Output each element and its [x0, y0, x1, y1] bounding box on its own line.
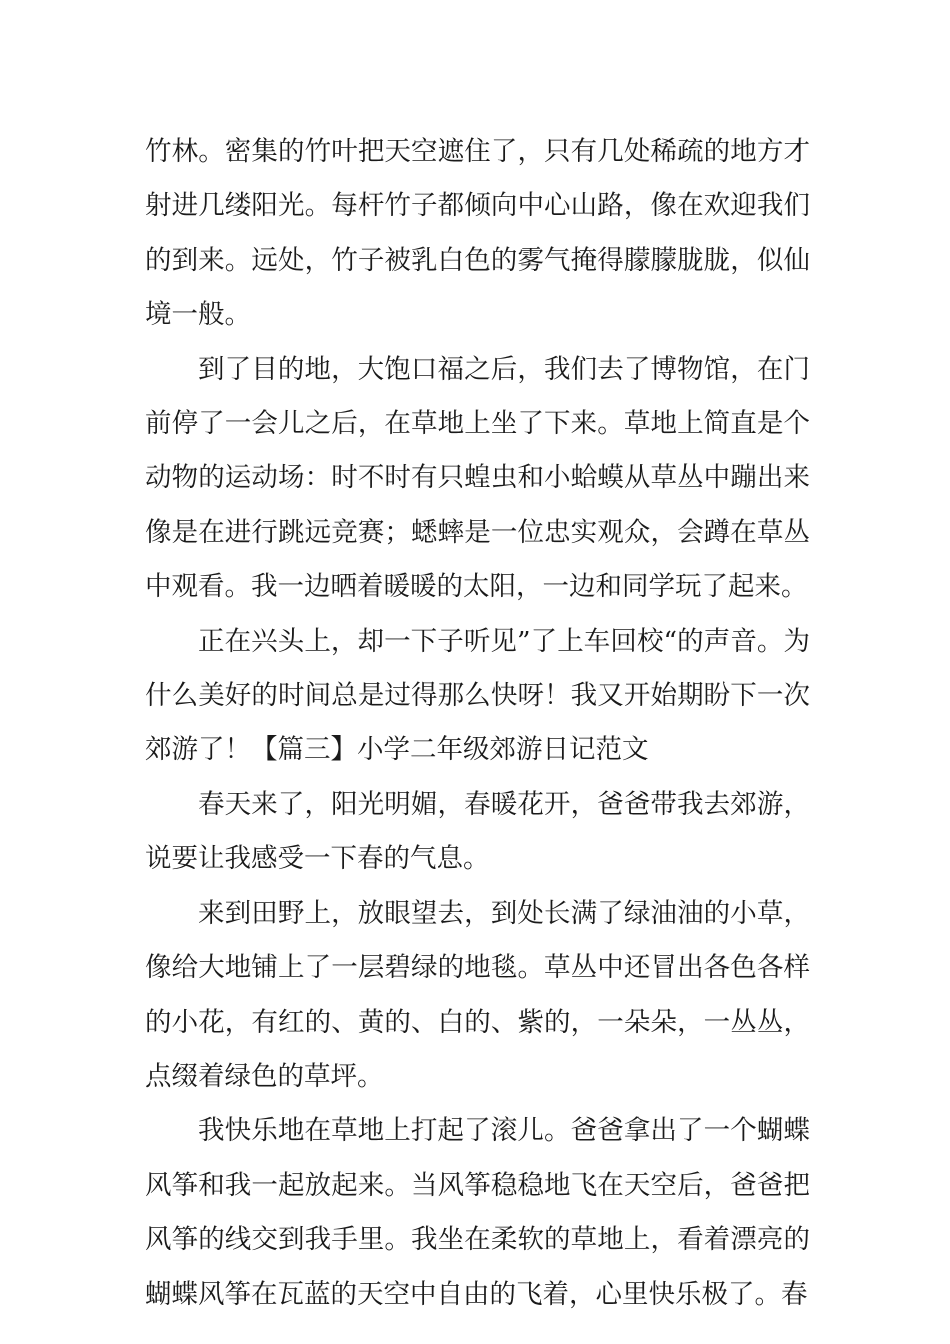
paragraph-return: 正在兴头上，却一下子听见”了上车回校“的声音。为什么美好的时间总是过得那么快呀！我又开始期盼下一次郊游了！【篇三】小学二年级郊游日记范文	[145, 625, 810, 766]
paragraph-kite: 我快乐地在草地上打起了滚儿。爸爸拿出了一个蝴蝶风筝和我一起放起来。当风筝稳稳地飞在天空后，爸爸把风筝的线交到我手里。我坐在柔软的草地上，看着漂亮的蝴蝶风筝在瓦蓝的天空中自由的飞着，心里快乐极了。春	[145, 1115, 810, 1310]
paragraph-destination: 到了目的地，大饱口福之后，我们去了博物馆，在门前停了一会儿之后，在草地上坐了下来。草地上简直是个动物的运动场：时不时有只蝗虫和小蛤蟆从草丛中蹦出来像是在进行跳远竞赛；蟋蟀是一位忠实观众，会蹲在草丛中观看。我一边晒着暖暖的太阳，一边和同学玩了起来。	[145, 353, 810, 603]
document-body	[145, 125, 810, 1322]
paragraph-spring-arrives: 春天来了，阳光明媚，春暖花开，爸爸带我去郊游，说要让我感受一下春的气息。	[145, 788, 810, 875]
paragraph-field: 来到田野上，放眼望去，到处长满了绿油油的小草，像给大地铺上了一层碧绿的地毯。草丛中还冒出各色各样的小花，有红的、黄的、白的、紫的，一朵朵，一丛丛，点缀着绿色的草坪。	[145, 897, 810, 1092]
paragraph-bamboo-forest: 竹林。密集的竹叶把天空遮住了，只有几处稀疏的地方才射进几缕阳光。每杆竹子都倾向中心山路，像在欢迎我们的到来。远处，竹子被乳白色的雾气掩得朦朦胧胧，似仙境一般。	[145, 136, 810, 331]
